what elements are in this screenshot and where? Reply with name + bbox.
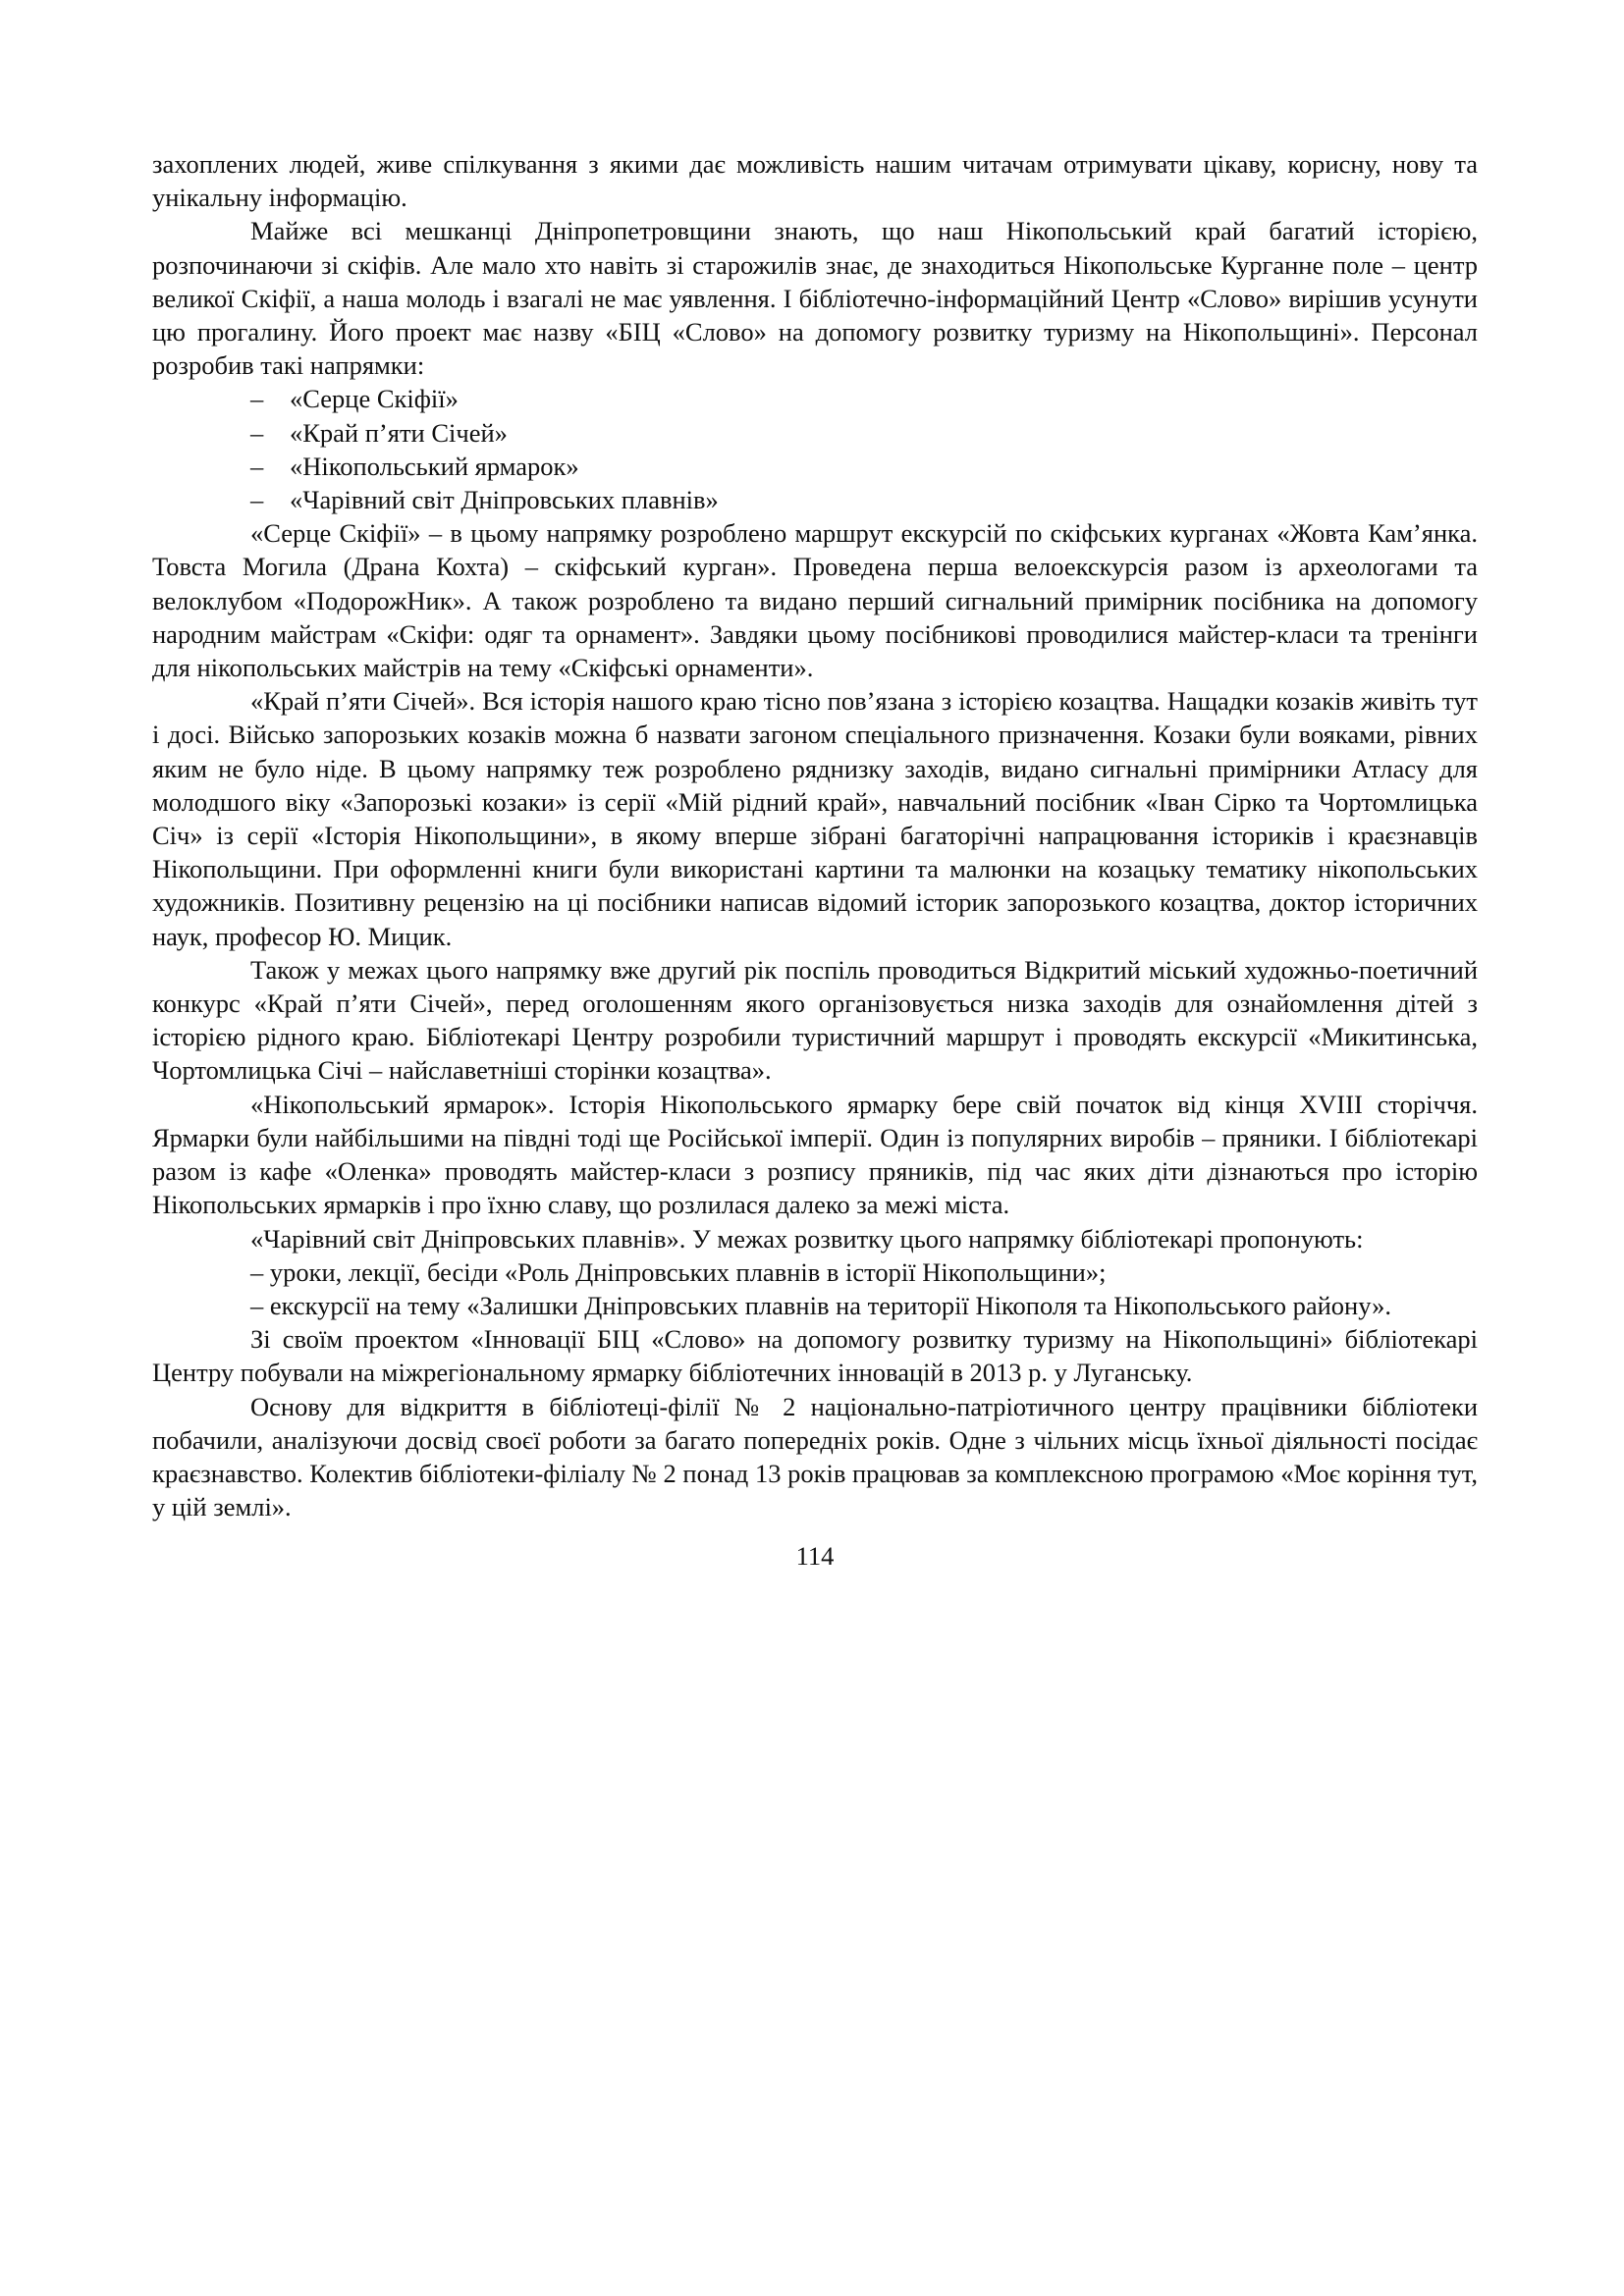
list-item-text: «Край п’яти Січей» [290,417,508,448]
directions-list [152,382,1478,516]
document-page [152,147,1478,1574]
paragraph-fair: «Нікопольський ярмарок». Історія Нікопольського ярмарку бере свій початок від кінця XVIII сторіччя. Ярмарки були найбільшими на півдні тоді ще Російської імперії. Один із популярних виробів – пряники. І бібліотекарі разом із кафе «Оленка» проводять майстер-класи з розпису пряників, під час яких діти дізнаються про історію Нікопольських ярмарків і про їхню славу, що розлилася далеко за межі міста. [152,1089,1478,1220]
paragraph-five-sich: «Край п’яти Січей». Вся історія нашого краю тісно пов’язана з історією козацтва. Нащадки козаків живіть тут і досі. Військо запорозьких козаків можна б назвати загоном спеціального призначення. Козаки були вояками, рівних яким не було ніде. В цьому напрямку теж розроблено ряднизку заходів, видано сигнальні примірники Атласу для молодшого віку «Запорозькі козаки» із серії «Мій рідний край», навчальний посібник «Іван Сірко та Чортомлицька Січ» із серії «Історія Нікопольщини», в якому вперше зібрані багаторічні напрацювання істориків і краєзнавців Нікопольщини. При оформленні книги були використані картини та малюнки на козацьку тематику нікопольських художників. Позитивну рецензію на ці посібники написав відомий історик запорозького козацтва, доктор історичних наук, професор Ю. Мицик. [152,686,1478,951]
list-item-text: «Нікопольський ярмарок» [290,451,579,481]
paragraph-continuation: захоплених людей, живе спілкування з якими дає можливість нашим читачам отримувати цікаву, корисну, нову та унікальну інформацію. [152,149,1478,213]
paragraph-heart-of-scythia: «Серце Скіфії» – в цьому напрямку розроблено маршрут екскурсій по скіфських курганах «Жовта Кам’янка. Товста Могила (Драна Кохта) – скіфський курган». Проведена перша велоекскурсія разом із археологами та велоклубом «ПодорожНик». А також розроблено та видано перший сигнальний примірник посібника на допомогу народним майстрам «Скіфи: одяг та орнамент». Завдяки цьому посібникові проводилися майстер-класи та тренінги для нікопольських майстрів на тему «Скіфські орнаменти». [152,518,1478,683]
page-number: 114 [795,1541,835,1572]
paragraph-floodplains: «Чарівний світ Дніпровських плавнів». У межах розвитку цього напрямку бібліотекарі пропонують: [250,1223,1364,1254]
paragraph-intro: Майже всі мешканці Дніпропетровщини знають, що наш Нікопольський край багатий історією, розпочинаючи зі скіфів. Але мало хто навіть зі старожилів знає, де знаходиться Нікопольське Курганне поле – центр великої Скіфії, а наша молодь і взагалі не має уявлення. І бібліотечно-інформаційний Центр «Слово» вирішив усунути цю прогалину. Його проект має назву «БІЦ «Слово» на допомогу розвитку туризму на Нікопольщині». Персонал розробив такі напрямки: [152,216,1478,381]
paragraph-lessons: – уроки, лекції, бесіди «Роль Дніпровських плавнів в історії Нікопольщини»; [250,1256,1107,1287]
paragraph-innovations: Зі своїм проектом «Інновації БІЦ «Слово» на допомогу розвитку туризму на Нікопольщині» бібліотекарі Центру побували на міжрегіональному ярмарку бібліотечних інновацій в 2013 р. у Луганську. [152,1324,1478,1388]
paragraph-contest: Також у межах цього напрямку вже другий рік поспіль проводиться Відкритий міський художньо-поетичний конкурс «Край п’яти Січей», перед оголошенням якого організовується низка заходів для ознайомлення дітей з історією рідного краю. Бібліотекарі Центру розробили туристичний маршрут і проводять екскурсії «Микитинська, Чортомлицька Січі – найславетніші сторінки козацтва». [152,954,1478,1086]
paragraph-excursions: – екскурсії на тему «Залишки Дніпровських плавнів на території Нікополя та Нікопольського району». [250,1290,1392,1320]
paragraph-branch-library: Основу для відкриття в бібліотеці-філії № 2 національно-патріотичного центру працівники бібліотеки побачили, аналізуючи досвід своєї роботи за багато попередніх років. Одне з чільних місць їхньої діяльності посідає краєзнавство. Колектив бібліотеки-філіалу № 2 понад 13 років працював за комплексною програмою «Моє коріння тут, у цій землі». [152,1391,1478,1522]
list-item: – «Чарівний світ Дніпровських плавнів» [152,483,1478,516]
list-item-text: «Серце Скіфії» [290,384,459,414]
list-item: – «Нікопольський ярмарок» [152,450,1478,483]
list-item-text: «Чарівний світ Дніпровських плавнів» [290,485,719,515]
list-item: – «Серце Скіфії» [152,382,1478,415]
list-item: – «Край п’яти Січей» [152,416,1478,450]
